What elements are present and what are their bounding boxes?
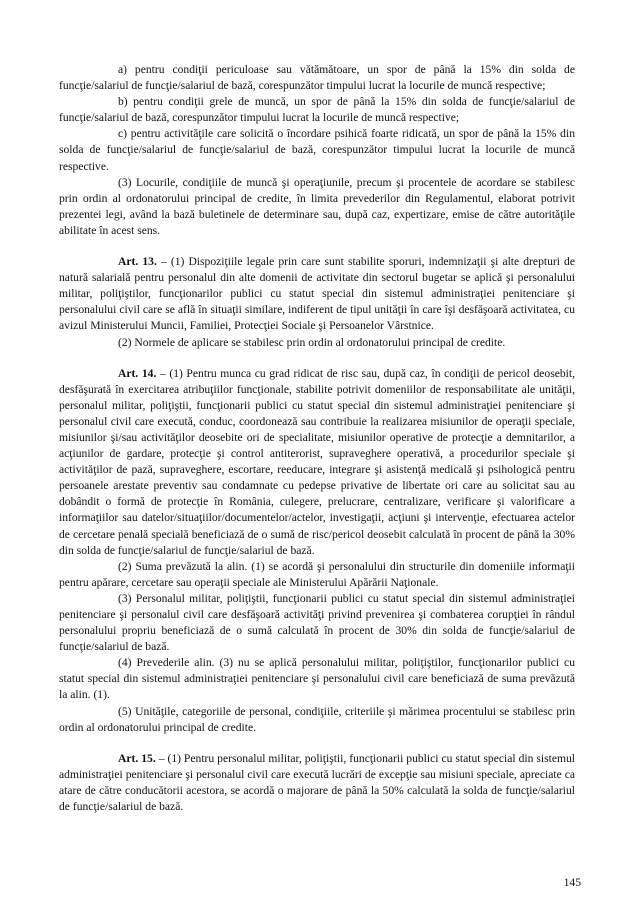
page-number: 145: [563, 876, 581, 889]
paragraph-art14-5: (5) Unităţile, categoriile de personal, condiţiile, criteriile şi mărimea procentului se stabilesc prin ordin al ordonatorului principal de credite.: [59, 704, 575, 734]
paragraph-art14-4: (4) Prevederile alin. (3) nu se aplică personalului militar, poliţiştilor, funcţionarilor publici cu statut special din sistemul administraţiei penitenciare şi personalului civil care beneficiază de suma prevăzută la alin. (1).: [59, 656, 575, 702]
article-heading: Art. 13.: [118, 255, 157, 269]
paragraph-art14-1: Art. 14. – (1) Pentru munca cu grad ridicat de risc sau, după caz, în condiţii de pericol deosebit, desfăşurată în exercitarea atribuţiilor funcţionale, stabilite potrivit domeniilor de responsabilitate ale unităţii, personalul militar, poliţiştii, funcţionarii publici cu statut special din sistemul administraţiei penitenciare şi personalul civil care execută, conduc, coordonează sau contribuie la realizarea misiunilor de operaţii speciale, misiunilor şi/sau activităţilor deosebite ori de specialitate, misiunilor operative de protecţie a demnitarilor, a acţiunilor de gardare, protecţie şi control antiterorist, supraveghere operativă, a procedurilor speciale şi activităţilor de pază, supraveghere, escortare, reeducare, integrare şi asistenţă medicală şi psihologică pentru persoanele arestate preventiv sau condamnate cu pedepse privative de libertate ori care au solicitat sau au dobândit o formă de protecţie în România, culegere, prelucrare, centralizare, verificare şi valorificare a informaţiilor sau datelor/situaţiilor/documentelor/actelor, investigaţii, acţiuni şi intervenţie, efectuarea actelor de cercetare penală specială beneficiază de o sumă de risc/pericol deosebit calculată în procent de până la 30% din solda de funcţie/salariul de funcţie/salariul de bază.: [59, 366, 575, 557]
paragraph-art13-1: Art. 13. – (1) Dispoziţiile legale prin care sunt stabilite sporuri, indemnizaţii şi alte drepturi de natură salarială pentru personalul din alte domenii de activitate din sectorul bugetar se aplică şi personalului militar, poliţiştilor, funcţionarilor publici cu statut special din sistemul administraţiei penitenciare şi personalului civil care se află în situaţii similare, indiferent de tipul unităţii în care îşi desfăşoară activitatea, cu avizul Ministerului Muncii, Familiei, Protecţiei Sociale şi Persoanelor Vârstnice.: [59, 255, 575, 333]
paragraph-art13-2: (2) Normele de aplicare se stabilesc prin ordin al ordonatorului principal de credite.: [118, 335, 506, 349]
paragraph-a: a) pentru condiţii periculoase sau vătămătoare, un spor de până la 15% din solda de funcţie/salariul de funcţie/salariul de bază, corespunzător timpului lucrat la locurile de muncă respective;: [59, 63, 575, 93]
paragraph-art14-2: (2) Suma prevăzută la alin. (1) se acordă şi personalului din structurile din domeniile informaţii pentru apărare, cercetare sau operaţii speciale ale Ministerului Apărării Naţionale.: [59, 559, 575, 589]
document-body: [59, 62, 575, 815]
paragraph-c: c) pentru activităţile care solicită o încordare psihică foarte ridicată, un spor de până la 15% din solda de funcţie/salariul de funcţie/salariul de bază, corespunzător timpului lucrat la locurile de muncă respective.: [59, 127, 575, 173]
article-heading: Art. 14.: [118, 366, 157, 380]
paragraph-b: b) pentru condiţii grele de muncă, un spor de până la 15% din solda de funcţie/salariul de funcţie/salariul de bază, corespunzător timpului lucrat la locurile de muncă respective;: [59, 95, 575, 125]
paragraph-art14-3: (3) Personalul militar, poliţiştii, funcţionarii publici cu statut special din sistemul administraţiei penitenciare şi personalul civil care desfăşoară activităţi privind prevenirea şi combaterea corupţiei în rândul personalului propriu beneficiază de o sumă calculată în procent de 30% din solda de funcţie/salariul de funcţie/salariul de bază.: [59, 591, 575, 654]
paragraph-art15-1: Art. 15. – (1) Pentru personalul militar, poliţiştii, funcţionarii publici cu statut special din sistemul administraţiei penitenciare şi personalul civil care execută lucrări de excepţie sau misiuni speciale, apreciate ca atare de către conducătorii acestora, se acordă o majorare de până la 50% calculată la solda de funcţie/salariul de funcţie/salariul de bază.: [59, 751, 575, 814]
article-heading: Art. 15.: [118, 751, 156, 765]
paragraph-art12-3: (3) Locurile, condiţiile de muncă şi operaţiunile, precum şi procentele de acordare se stabilesc prin ordin al ordonatorului principal de credite, în limita prevederilor din Regulamentul, elaborat potrivit prezentei legi, având la bază buletinele de determinare sau, după caz, expertizare, emise de către autorităţile abilitate în acest sens.: [59, 175, 575, 237]
